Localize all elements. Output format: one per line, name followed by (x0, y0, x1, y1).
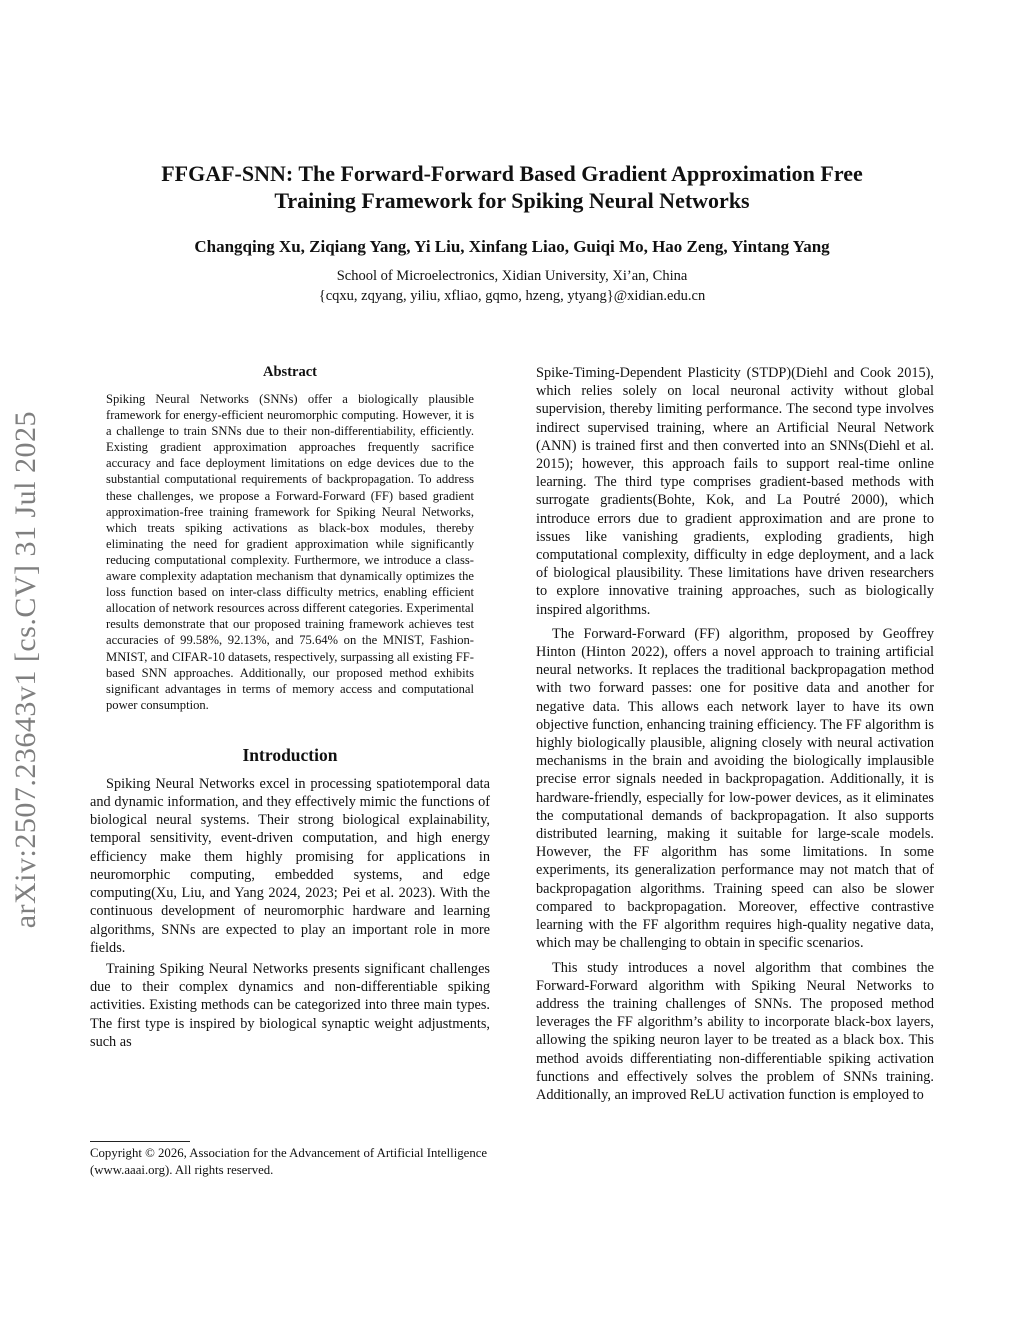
title-line-2: Training Framework for Spiking Neural Networks (274, 188, 750, 213)
abstract-text: Spiking Neural Networks (SNNs) offer a biologically plausible framework for energy-efficient neuromorphic computing. However, it is a challenge to train SNNs due to their non-differentiability, efficiently. Existing gradient approximation approaches frequently sacrifice accuracy and face deployment limitations on edge devices due to the substantial computational requirements of backpropagation. To address these challenges, we propose a Forward-Forward (FF) based gradient approximation-free training framework for Spiking Neural Networks, which treats spiking activations as black-box modules, thereby eliminating the need for gradient approximation while significantly reducing computational complexity. Furthermore, we introduce a class-aware complexity adaptation mechanism that dynamically optimizes the loss function based on inter-class difficulty metrics, enabling efficient allocation of network resources across different categories. Experimental results demonstrate that our proposed training framework achieves test accuracies of 99.58%, 92.13%, and 75.64% on the MNIST, Fashion-MNIST, and CIFAR-10 datasets, respectively, surpassing all existing FF-based SNN approaches. Additionally, our proposed method exhibits significant advantages in terms of memory access and computational power consumption. (106, 392, 474, 712)
right-column (536, 364, 934, 1104)
intro-paragraph-4: This study introduces a novel algorithm that combines the Forward-Forward algorithm with Spiking Neural Networks to address the training challenges of SNNs. The proposed method leverages the FF algorithm’s ability to incorporate black-box layers, allowing the spiking neuron layer to be treated as a black box. This method avoids differentiating non-differentiable spiking activation functions and effectively solves the problem of SNNs training. Additionally, an improved ReLU activation function is employed to (536, 959, 934, 1103)
arxiv-stamp (4, 380, 48, 960)
introduction-heading: Introduction (242, 744, 338, 765)
author-emails: {cqxu, zqyang, yiliu, xfliao, gqmo, hzeng, ytyang}@xidian.edu.cn (318, 288, 706, 304)
paper-title (100, 160, 924, 214)
intro-paragraph-1: Spiking Neural Networks excel in processing spatiotemporal data and dynamic information, and they effectively mimic the functions of biological neural systems. Their strong biological explainability, temporal sensitivity, event-driven computation, and high energy efficiency make them highly promising for applications in neuromorphic computing, embedded systems, and edge computing(Xu, Liu, and Yang 2024, 2023; Pei et al. 2023). With the continuous development of neuromorphic hardware and learning algorithms, SNNs are expected to play an important role in more fields. (90, 775, 490, 956)
intro-paragraph-3: The Forward-Forward (FF) algorithm, proposed by Geoffrey Hinton (Hinton 2022), offers a novel approach to training artificial neural networks. It replaces the traditional backpropagation method with two forward passes: one for positive data and another for negative data. This allows each network layer to have its own objective function, enhancing training efficiency. The FF algorithm is highly biologically plausible, aligning closely with neural activation mechanisms in the brain and avoiding the biologically implausible precise error signals needed in backpropagation. Additionally, it is hardware-friendly, especially for low-power devices, as it eliminates the computational demands of backpropagation. It also supports distributed learning, making it suitable for large-scale models. However, the FF algorithm has some limitations. In some experiments, its generalization performance may not match that of backpropagation algorithms. Training speed can also be slower compared to backpropagation. Moreover, effective contrastive learning with the FF algorithm requires high-quality negative data, which may be challenging to obtain in specific scenarios. (536, 625, 934, 952)
affiliation-block (100, 266, 924, 306)
left-column (90, 364, 490, 1051)
intro-paragraph-2: Training Spiking Neural Networks presents significant challenges due to their complex dynamics and non-differentiable spiking activities. Existing methods can be categorized into three main types. The first type is inspired by biological synaptic weight adjustments, such as (90, 960, 490, 1050)
footnote-divider (90, 1141, 190, 1142)
abstract-heading: Abstract (263, 364, 317, 380)
author-list: Changqing Xu, Ziqiang Yang, Yi Liu, Xinfang Liao, Guiqi Mo, Hao Zeng, Yintang Yang (194, 237, 830, 256)
title-line-1: FFGAF-SNN: The Forward-Forward Based Gradient Approximation Free (161, 161, 863, 186)
arxiv-stamp-text: arXiv:2507.23643v1 [cs.CV] 31 Jul 2025 (9, 411, 42, 929)
copyright-footnote: Copyright © 2026, Association for the Advancement of Artificial Intelligence (www.aaai.org). All rights reserved. (90, 1146, 488, 1177)
intro-paragraph-2-continued: Spike-Timing-Dependent Plasticity (STDP)(Diehl and Cook 2015), which relies solely on local neuronal activity without global supervision, thereby limiting performance. The second type involves indirect supervised training, where an Artificial Neural Network (ANN) is trained first and then converted into an SNNs(Diehl et al. 2015); however, this approach fails to support real-time online learning. The third type comprises gradient-based methods with surrogate gradients(Bohte, Kok, and La Poutré 2000), which introduce errors due to gradient approximation and are prone to issues like vanishing gradients, exploding gradients, high computational complexity, difficulty in edge deployment, and a lack of biological plausibility. These limitations have driven researchers to explore innovative training approaches, such as biologically inspired algorithms. (536, 365, 934, 618)
affiliation: School of Microelectronics, Xidian University, Xi’an, China (336, 268, 688, 284)
